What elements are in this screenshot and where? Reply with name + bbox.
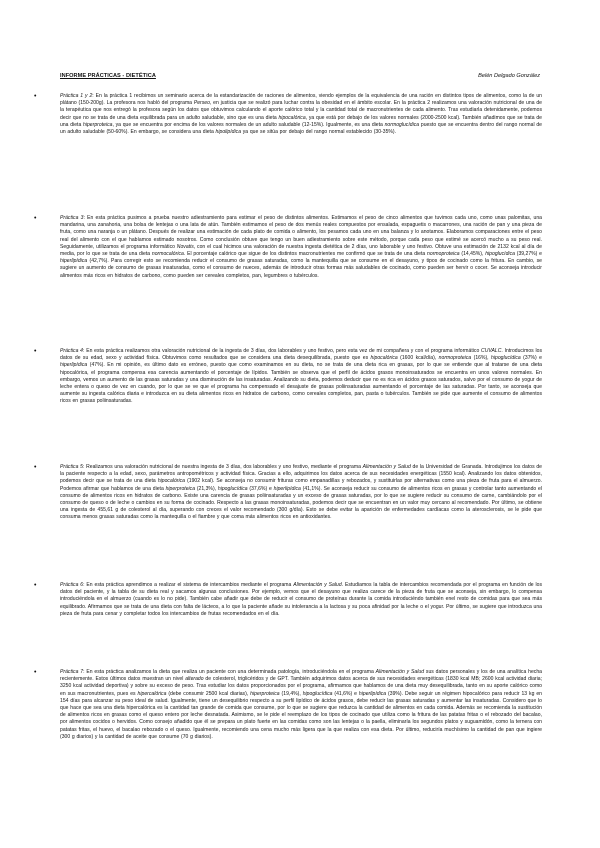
italic-term: Práctica 1 y 2 bbox=[60, 93, 93, 99]
practice-item-4 bbox=[34, 464, 543, 522]
text-run: . El porcentaje calórico que sigue de los distintos macronutrientes me confirmó que se trata de una dieta bbox=[183, 251, 428, 258]
italic-term: Alimentación y Salud bbox=[293, 582, 342, 588]
italic-term: Práctica 3 bbox=[60, 215, 84, 221]
text-run: , en justicia que se realizó para luchar contra la obesidad en el ámbito escolar. En la práctica 2 realizamos una valoración nutricional de una de la terapéutica que nos entregó la profesora según los datos que obtuvimos calculando el aporte calórico total y la cantidad total de macronutrientes de cada alimento. Tras estudiarla detenidamente, podemos decir que no se trata de una dieta equilibrada para un adulto saludable, sino que es una dieta bbox=[60, 100, 542, 121]
italic-term: hipocalórica bbox=[370, 355, 398, 362]
italic-term: Práctica 5 bbox=[60, 464, 83, 470]
text-run: (debe consumir 2500 kcal diarias), bbox=[166, 690, 251, 697]
bullet-icon: • bbox=[34, 582, 37, 589]
practice-paragraph bbox=[60, 93, 542, 136]
italic-term: normoglucídica bbox=[384, 121, 420, 128]
practice-paragraph bbox=[60, 669, 542, 741]
text-run: (41,6%) e bbox=[332, 690, 359, 697]
text-run: (47%). En mi opinión, es último dato es erróneo, puesto que como examinamos en su dieta, no se trata de una dieta rica en grasas, por lo que se entiende que al tratarse de una dieta hipocalórica, el programa compensa esa carencia aumentando el porcentaje de lípidos. También se observa que el perfil de ácidos grasos monoinsaturados se encuentra en unos valores normales. En embargo, vemos un aumento de las grasas saturadas y una disminución de las insaturadas. Analizando su dieta, podemos deducir que no es rica en ácidos grasos saturados, salvo por el consumo de yogur de leche entera o queso de vez en cuando, por lo que se ve que el programa ha compensado el desajuste de grasas poliinsaturadas aumentando el porcentaje de las saturadas. Por tanto, se aconseja que aumente su ingesta calórica diaria e introduzca en su dieta alimentos ricos en hidratos de carbono, como cereales completos, pan, pasta o tubérculos. También se pide que aumente el consumo de alimentos ricos en grasas poliinsaturadas. bbox=[60, 362, 542, 405]
italic-term: hiperlipídica bbox=[60, 362, 88, 369]
text-run: : En esta práctica pusimos a prueba nuestro adiestramiento para estimar el peso de distintos alimentos. Estimamos el peso de cinco alimentos que tuvimos cada uno, como unas palomitas, una mandarina, una zanahoria, una bolsa de lentejas o una lata de atún. También estimamos el peso de dos menús reales compuestos por ensalada, espaguetis o macarrones, una ración de pan y una pieza de fruta, como una naranja o un plátano. Después de realizar una estimación de cada plato de comida o alimento, los pesamos cada uno en una balanza y lo anotamos. Elaboramos comparaciones entre el peso real del alimento con el que habíamos estimado nosotros. Como conclusión obtuve que tengo un buen adiestramiento sobre este método, porque cada peso que estimé se acercó mucho a su peso real. Seguidamente, utilizamos el programa informático bbox=[60, 215, 542, 250]
italic-term: hiperproteica bbox=[250, 690, 280, 697]
italic-term: normocalórica bbox=[151, 251, 184, 258]
text-run: (1600 kcal/día), bbox=[397, 355, 439, 362]
italic-term: alterado bbox=[185, 676, 204, 683]
text-run: : Realizamos una valoración nutricional de nuestra ingesta de 3 días, dos laborables y uno festivo, mediante el programa bbox=[82, 464, 363, 470]
text-run: (37,6%) e bbox=[247, 485, 274, 492]
practice-paragraph bbox=[60, 582, 542, 618]
italic-term: hiperproteica bbox=[165, 485, 196, 492]
text-run: , ya que está por debajo de los valores normales (2000-2500 kcal). También añadimos que se trata de una dieta bbox=[60, 114, 542, 128]
italic-term: Alimentación y Salud bbox=[375, 669, 425, 675]
italic-term: Práctica 7 bbox=[60, 669, 84, 675]
text-run: (39%). Debe seguir un régimen hipocalórico para reducir 13 kg en 154 días para alcanzar su peso ideal de salud. Igualmente, tiene un desequilibrio respecto a su perfil lipídico de ácidos grasos, debe reducir las grasas saturadas y aumentar las insaturadas. Considero que lo que hace que sea una dieta hipercalórica es la cantidad tan grande de comida que consume, por lo que se sugiere que reduzca la cantidad de alimentos en cada comida. Además se recomienda la sustitución de alimentos ricos en grasas como el queso entero por leche desnatada. Asimismo, se le pide el reemplazo de los tipos de cocinado que utiliza como la fritura de las patatas fritas o el rebozado del bacalao, por alimentos cocidos o hervidos. Como consejo añadido que él se prepara un plato fuerte en las comidas como son las lentejas o la paella, eliminaría los segundos platos y suguamidón, como la ternera con patatas fritas, el huevo, el bacalao rebozado o el queso. Igualmente, recomiendo una cena mucho más ligera que la que realiza con esa dieta. Por último, reduciría muchísimo la cantidad de pan que ingiere (300 g diarios) y la cantidad de aceite que consume (70 g diarios). bbox=[60, 690, 543, 740]
practice-paragraph bbox=[60, 348, 542, 406]
italic-term: hiperlipídica bbox=[273, 485, 301, 492]
italic-term: Práctica 4 bbox=[60, 348, 83, 354]
text-run: (14,45%), bbox=[459, 251, 486, 258]
bullet-icon: • bbox=[34, 93, 37, 100]
text-run: de la Universidad de Granada. Introdujimos los datos de la paciente respecto a la edad, sexo, parámetros antropométricos y actividad física. Gracias a ello, adquirimos los datos acerca de sus necesidades energéticas (1550 kcal). Analizando los datos obtenidos, podemos decir que se trata de una dieta bbox=[60, 464, 543, 485]
italic-term: hipoglucídica bbox=[491, 355, 521, 362]
text-run: (16%), bbox=[471, 355, 492, 362]
text-run: (37%) e bbox=[520, 355, 542, 362]
italic-term: hipolipídica bbox=[215, 129, 242, 136]
practice-paragraph bbox=[60, 464, 542, 522]
practice-item-3 bbox=[34, 348, 542, 406]
italic-term: hipocalórica bbox=[157, 478, 185, 485]
practice-item-1 bbox=[34, 93, 542, 136]
italic-term: hiperlipídica bbox=[358, 690, 387, 697]
practice-paragraph bbox=[60, 215, 542, 280]
italic-term: hiperlipídica bbox=[60, 258, 88, 265]
italic-term: hiperproteica bbox=[83, 121, 113, 128]
italic-term: normoproteica bbox=[438, 355, 472, 362]
text-run: (42,7%). Para corregir esto se recomienda reducir el consumo de grasas saturadas, como la mantequilla que se consume en el desayuno, y tipos de cocinado como la fritura. En cambio, se sugiere un aumento de consumo de grasas insaturadas, como el consumo de nueces, además de introducir otras formas más saludables de cocinado, como pueden ser hervir o cocer. Se aconseja introducir alimentos más ricos en hidratos de carbono, como pueden ser cereales completos, pan, legumbres o tubérculos. bbox=[60, 258, 542, 279]
italic-term: Práctica 6 bbox=[60, 582, 84, 588]
text-run: (19,4%), bbox=[279, 690, 303, 697]
document-header bbox=[60, 73, 540, 83]
italic-term: Novatis bbox=[176, 243, 194, 250]
text-run: , con el cual hicimos una valoración de nuestra ingesta dietética de 2 días, uno laborable y uno festivo. Obtuve una estimación de 2132 kcal al día de media, por lo que se trata de una dieta bbox=[60, 243, 542, 258]
text-run: (39,27%) e bbox=[514, 251, 542, 258]
italic-term: CUVALC bbox=[481, 348, 502, 354]
italic-term: hipocalórica bbox=[278, 114, 306, 121]
text-run: (21,3%), bbox=[195, 485, 218, 492]
text-run: : En la práctica 1 recibimos un seminario acerca de la estandarización de raciones de alimentos, viendo ejemplos de la equivalencia de una ración en distintos tipos de alimentos, como la de un plátano (150-200g). La profesora nos habló del programa bbox=[60, 93, 542, 107]
text-run: . Introducimos los datos de su edad, sexo y actividad física. Obtuvimos como resultados que se considera una dieta desequilibrada, puesto que es bbox=[60, 348, 542, 362]
practice-item-2 bbox=[34, 215, 542, 280]
text-run: : En esta práctica realizamos otra valoración nutricional de la ingesta de 3 días, dos laborables y uno festivo, pero esta vez de mi compañera y con el programa informático bbox=[83, 348, 482, 354]
text-run: de colesterol, triglicéridos y de GPT. También adquirimos datos acerca de sus necesidades energéticas (1830 kcal MB; 2600 kcal actividad diaria; 3250 kcal actividad deportiva) y sobre su exceso de peso. Tras estudiar los datos proporcionados por el programa, afirmamos que hablamos de una dieta muy desequilibrada, tanto en su aporte calórico como en sus macronutrientes, pues es bbox=[60, 676, 542, 697]
report-title: INFORME PRÁCTICAS - DIETÉTICA bbox=[60, 73, 156, 79]
text-run: . Estudiamos la tabla de intercambios recomendada por el programa en función de los datos del paciente, y la tabla de su dieta real y sacamos algunas conclusiones. Por ejemplo, vemos que el desayuno que realiza carece de la pieza de fruta que se aconseja, sin embargo, lo compensa introduciéndola en el almuerzo (cuando es lo no pide). También cabe añadir que debe de reducir el consumo de proteínas durante la comida introduciéndo también enel resto de comidas para que sea más equilibrado. Afirmamos que se trata de una dieta con falta de lácteos, a lo que la paciente añade su intolerancia a la lactosa y su poca afinidad por la leche o el yogur. Por último, se sugiere que introduzca una pieza de fruta para cenar y completar todos los intercambios de frutas recomendados en el día. bbox=[60, 582, 542, 617]
bullet-icon: • bbox=[34, 464, 37, 471]
practice-item-5 bbox=[34, 582, 542, 618]
italic-term: Alimentación y Salud bbox=[362, 464, 411, 470]
practice-item-6 bbox=[34, 669, 543, 741]
italic-term: hipoglucídica bbox=[485, 251, 515, 258]
italic-term: hipoglucídica bbox=[217, 485, 248, 492]
bullet-icon: • bbox=[34, 348, 37, 355]
author-name: Belén Delgado González bbox=[478, 73, 540, 79]
italic-term: normoproteica bbox=[427, 251, 460, 258]
text-run: puesto que se encuentra dentro del rango normal de un adulto saludable (50-60%). En embargo, se considera una dieta bbox=[60, 121, 542, 136]
text-run: (1902 kcal). Se aconseja no consumir frituras como empanadillas y rebozados, y sustituirlas por alternativas como una pieza de fruta para el almuerzo. Podemos afirmar que hablamos de una dieta bbox=[60, 478, 542, 492]
text-run: ya que se sitúa por debajo del rango normal establecido (30-35%). bbox=[241, 129, 397, 136]
text-run: (41,1%). Se aconseja reducir su consumo de alimentos ricos en grasas y controlar tanto aumentando el consumo de alimentos ricos en hidratos de carbono. Existe una carencia de grasas poliinsaturadas y un exceso de grasas saturadas, por lo que se sugiere reducir su consumo de carne, cambiándolo por el consumo de queso o de leche o cambios en su forma de cocinado. Respecto a las grasas monoinsaturadas, podemos decir que se encuentran en un valor muy cercano al recomendado. Por último, se obtiene una ingesta de 455,61 g de colesterol al día, superando con creces el valor recomendado (300 g/día). Esto se debe evitar la aparición de enfermedades cardíacas como la aterosclerosis, se le pide que consuma menos grasas saturadas como la mantequilla o el fiambre y que coma más alimentos ricos en antioxidantes. bbox=[60, 485, 542, 521]
text-run: : En esta práctica aprendimos a realizar el sistema de intercambios mediante el programa bbox=[83, 582, 294, 588]
italic-term: hipoglucídica bbox=[302, 690, 333, 697]
bullet-icon: • bbox=[34, 669, 37, 676]
italic-term: hipercalórica bbox=[137, 690, 167, 697]
text-run: , ya que se encuentra por encima de los valores normales de un adulto saludable (12-15%). Igualmente, es una dieta bbox=[112, 121, 385, 128]
bullet-icon: • bbox=[34, 215, 37, 222]
italic-term: Perseo bbox=[193, 100, 210, 107]
text-run: : En esta práctica analizamos la dieta que realiza un paciente con una determinada patología, introduciéndola en el programa bbox=[83, 669, 376, 675]
text-run: sus datos personales y los de una analítica hecha recientemente. Estos últimos datos muestran un nivel bbox=[60, 669, 542, 683]
